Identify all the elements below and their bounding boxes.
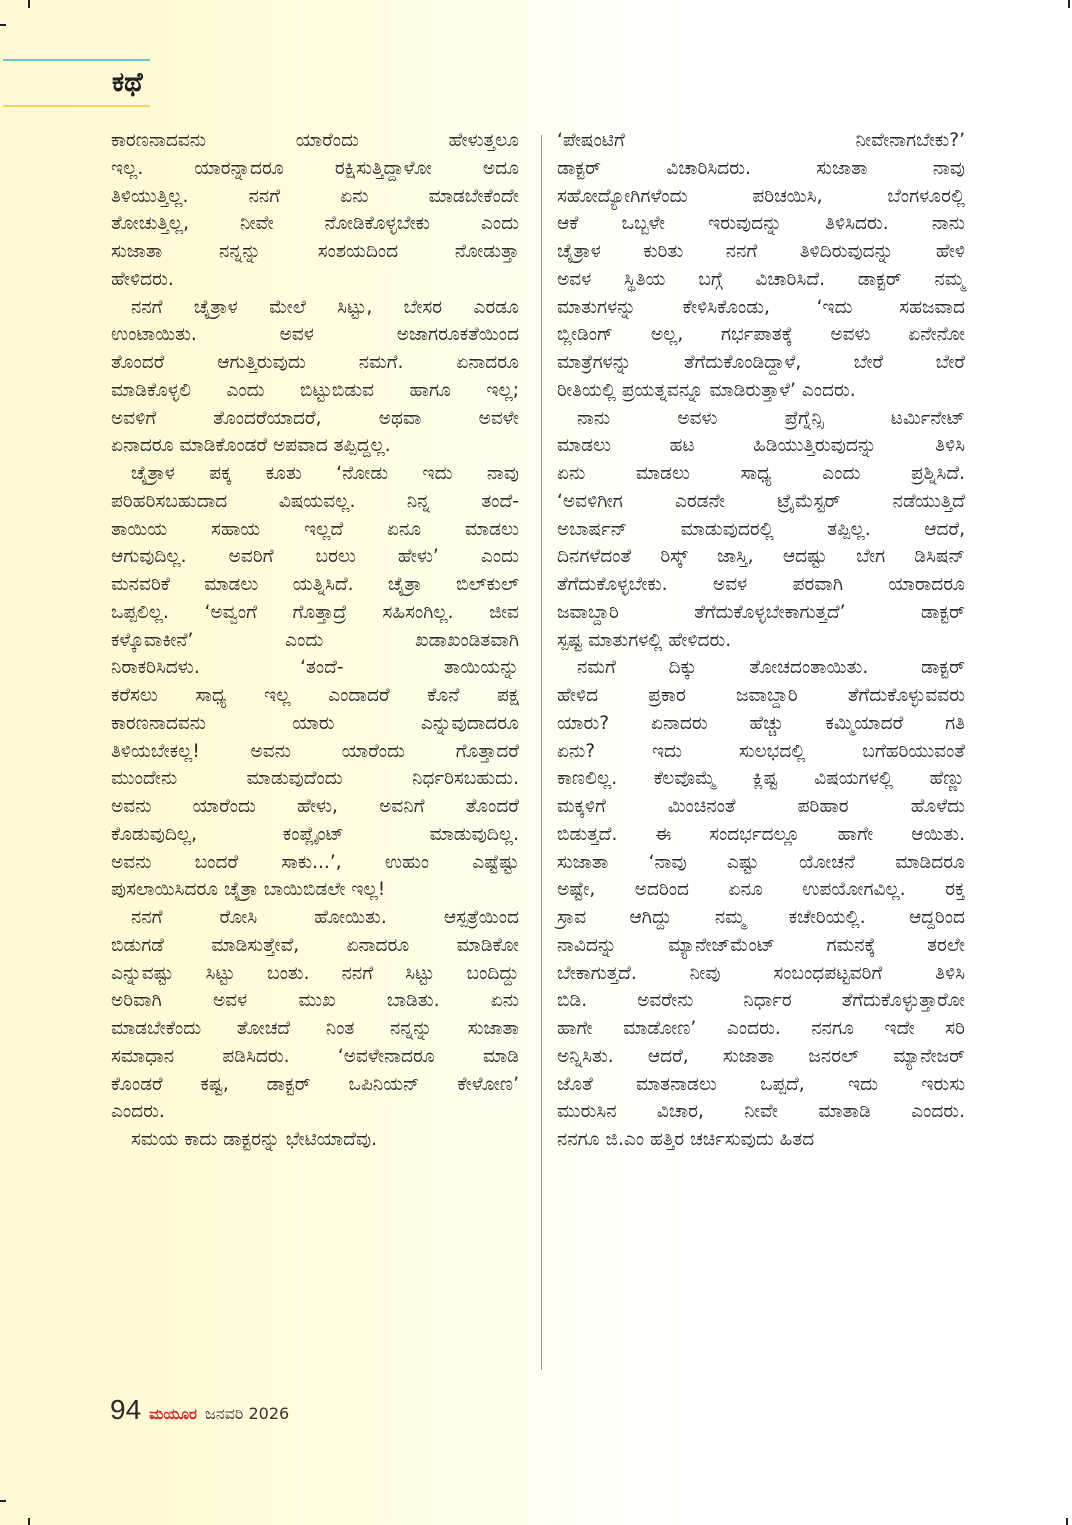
text-line: ಮನವರಿಕೆ ಮಾಡಲು ಯತ್ನಿಸಿದೆ. ಚೈತ್ರಾ ಬಿಲ್‌ಕುಲ್	[111, 574, 519, 595]
text-line: ನಮಗೆ ದಿಕ್ಕು ತೋಚದಂತಾಯಿತು. ಡಾಕ್ಟರ್	[577, 657, 965, 679]
text-line: ಬ್ಲೀಡಿಂಗ್ ಅಲ್ಲ, ಗರ್ಭಪಾತಕ್ಕೆ ಅವಳು ಏನೇನೋ	[557, 324, 965, 346]
text-line: ಬಿಡಿ. ಅವರೇನು ನಿರ್ಧಾರ ತೆಗೆದುಕೊಳ್ಳುತ್ತಾರೋ	[557, 990, 965, 1012]
text-line: ಒಪ್ಪಲಿಲ್ಲ. ‘ಅವ್ವಂಗೆ ಗೊತ್ತಾದ್ರೆ ಸಹಿಸಂಗಿಲ್ಲ. ಜೀವ	[111, 601, 519, 623]
issue-date: ಜನವರಿ 2026	[205, 1404, 290, 1423]
article-paragraph	[557, 405, 965, 655]
section-rule-top	[3, 59, 150, 61]
text-line: ಮಾಡಬೇಕೆಂದು ತೋಚದೆ ನಿಂತ ನನ್ನನ್ನು ಸುಜಾತಾ	[111, 1018, 519, 1039]
text-line: ಅಬಾರ್ಷನ್ ಮಾಡುವುದರಲ್ಲಿ ತಪ್ಪಿಲ್ಲ. ಆದರೆ,	[557, 518, 965, 540]
text-line: ಸುಜಾತಾ ನನ್ನನ್ನು ಸಂಶಯದಿಂದ ನೋಡುತ್ತಾ	[111, 241, 519, 262]
text-line: ಇಲ್ಲ. ಯಾರನ್ನಾದರೂ ರಕ್ಷಿಸುತ್ತಿದ್ದಾಳೋ ಅದೂ	[111, 157, 519, 179]
article-paragraph	[111, 460, 519, 904]
text-line: ಸಹೋದ್ಯೋಗಿಗಳೆಂದು ಪರಿಚಯಿಸಿ, ಬೆಂಗಳೂರಲ್ಲಿ	[557, 185, 965, 207]
text-line: ಮಾತ್ರೆಗಳನ್ನು ತೆಗೆದುಕೊಂಡಿದ್ದಾಳೆ, ಬೇರೆ ಬೇರೆ	[557, 352, 965, 373]
text-line: ಅಷ್ಟೇ, ಅದರಿಂದ ಏನೂ ಉಪಯೋಗವಿಲ್ಲ. ರಕ್ತ	[557, 879, 965, 901]
column-divider	[541, 135, 542, 1370]
text-line: ಯಾರು? ಏನಾದರು ಹೆಚ್ಚು ಕಮ್ಮಿಯಾದರೆ ಗತಿ	[557, 712, 965, 734]
text-line: ಅವನು ಯಾರೆಂದು ಹೇಳು, ಅವನಿಗೆ ತೊಂದರೆ	[111, 796, 519, 817]
text-line: ಉಂಟಾಯಿತು. ಅವಳ ಅಜಾಗರೂಕತೆಯಿಂದ	[111, 324, 519, 346]
text-line: ಮುರುಸಿನ ವಿಚಾರ, ನೀವೇ ಮಾತಾಡಿ ಎಂದರು.	[557, 1101, 965, 1123]
text-line: ಕಾಣಲಿಲ್ಲ. ಕೆಲವೊಮ್ಮೆ ಕ್ಲಿಷ್ಟ ವಿಷಯಗಳಲ್ಲಿ ಹೆಣ್ಣು	[557, 768, 965, 790]
article-paragraph	[111, 904, 519, 1126]
text-line: ನನಗೂ ಜಿ.ಎಂ ಹತ್ತಿರ ಚರ್ಚಿಸುವುದು ಹಿತದ	[557, 1129, 815, 1150]
text-line: ತಾಯಿಯ ಸಹಾಯ ಇಲ್ಲದೆ ಏನೂ ಮಾಡಲು	[111, 518, 519, 540]
text-line: ಚೈತ್ರಾಳ ಕುರಿತು ನನಗೆ ತಿಳಿದಿರುವುದನ್ನು ಹೇಳಿ	[557, 241, 965, 262]
text-line: ಕರೆಸಲು ಸಾಧ್ಯ ಇಲ್ಲ ಎಂದಾದರೆ ಕೊನೆ ಪಕ್ಷ	[111, 685, 519, 706]
text-line: ನನಗೆ ರೋಸಿ ಹೋಯಿತು. ಆಸ್ಪತ್ರೆಯಿಂದ	[131, 907, 519, 928]
text-line: ಪರಿಹರಿಸಬಹುದಾದ ವಿಷಯವಲ್ಲ. ನಿನ್ನ ತಂದೆ-	[111, 490, 519, 512]
text-line: ಮಕ್ಕಳಿಗೆ ಮಿಂಚಿನಂತೆ ಪರಿಹಾರ ಹೊಳೆದು	[557, 796, 965, 817]
text-line: ಸುಜಾತಾ ‘ನಾವು ಎಷ್ಟು ಯೋಚನೆ ಮಾಡಿದರೂ	[557, 851, 965, 873]
article-paragraph	[557, 654, 965, 1154]
crop-mark	[28, 0, 30, 8]
text-line: ಕಾರಣನಾದವನು ಯಾರೆಂದು ಹೇಳುತ್ತಲೂ	[111, 130, 519, 151]
text-line: ನಾವಿದನ್ನು ಮ್ಯಾನೇಜ್‌ಮೆಂಟ್ ಗಮನಕ್ಕೆ ತರಲೇ	[557, 934, 965, 956]
text-line: ಕಳ್ಕೊವಾಕೀನೆ’ ಎಂದು ಖಡಾಖಂಡಿತವಾಗಿ	[111, 629, 519, 651]
text-line: ಜೊತೆ ಮಾತನಾಡಲು ಒಪ್ಪದೆ, ಇದು ಇರುಸು	[557, 1073, 965, 1095]
text-line: ತಿಳಿಯುತ್ತಿಲ್ಲ. ನನಗೆ ಏನು ಮಾಡಬೇಕೆಂದೇ	[111, 185, 519, 207]
text-line: ಬಿಡುಗಡೆ ಮಾಡಿಸುತ್ತೇವೆ, ಏನಾದರೂ ಮಾಡಿಕೋ	[111, 934, 519, 956]
page-footer	[110, 1394, 289, 1426]
text-line: ಹಾಗೇ ಮಾಡೋಣ’ ಎಂದರು. ನನಗೂ ಇದೇ ಸರಿ	[557, 1018, 965, 1039]
text-line: ಏನಾದರೂ ಮಾಡಿಕೊಂಡರೆ ಅಪವಾದ ತಪ್ಪಿದ್ದಲ್ಲ.	[111, 435, 391, 457]
text-line: ಅವಳಿಗೆ ತೊಂದರೆಯಾದರೆ, ಅಥವಾ ಅವಳೇ	[111, 407, 519, 429]
article-paragraph	[111, 294, 519, 461]
text-line: ಆಕೆ ಒಬ್ಬಳೇ ಇರುವುದನ್ನು ತಿಳಿಸಿದರು. ನಾನು	[557, 213, 965, 235]
text-line: ಸ್ಪಷ್ಟ ಮಾತುಗಳಲ್ಲಿ ಹೇಳಿದರು.	[557, 629, 732, 651]
crop-mark	[28, 1518, 30, 1525]
magazine-logo: ಮಯೂರ	[149, 1405, 197, 1423]
text-line: ಚೈತ್ರಾಳ ಪಕ್ಕ ಕೂತು ‘ನೋಡು ಇದು ನಾವು	[131, 463, 519, 484]
text-line: ಜವಾಬ್ದಾರಿ ತೆಗೆದುಕೊಳ್ಳಬೇಕಾಗುತ್ತದೆ’ ಡಾಕ್ಟರ್	[557, 601, 965, 623]
text-line: ಮಾಡಿಕೊಳ್ಳಲಿ ಎಂದು ಬಿಟ್ಟುಬಿಡುವ ಹಾಗೂ ಇಲ್ಲ;	[111, 379, 519, 401]
text-line: ಏನು ಮಾಡಲು ಸಾಧ್ಯ ಎಂದು ಪ್ರಶ್ನಿಸಿದೆ.	[557, 463, 965, 484]
text-line: ತಿಳಿಯಬೇಕಲ್ಲ! ಅವನು ಯಾರೆಂದು ಗೊತ್ತಾದರೆ	[111, 740, 519, 762]
text-line: ಅವಳ ಸ್ಥಿತಿಯ ಬಗ್ಗೆ ವಿಚಾರಿಸಿದೆ. ಡಾಕ್ಟರ್ ನಮ್ಮ	[557, 268, 965, 290]
article-paragraph	[557, 127, 965, 405]
article-paragraph	[111, 127, 519, 294]
text-line: ತೆಗೆದುಕೊಳ್ಳಬೇಕು. ಅವಳ ಪರವಾಗಿ ಯಾರಾದರೂ	[557, 574, 965, 595]
text-line: ಮಾತುಗಳನ್ನು ಕೇಳಿಸಿಕೊಂಡು, ‘ಇದು ಸಹಜವಾದ	[557, 296, 965, 318]
text-line: ಬಿಡುತ್ತದೆ. ಈ ಸಂದರ್ಭದಲ್ಲೂ ಹಾಗೇ ಆಯಿತು.	[557, 823, 965, 845]
text-line: ಮಾಡಲು ಹಟ ಹಿಡಿಯುತ್ತಿರುವುದನ್ನು ತಿಳಿಸಿ	[557, 435, 965, 457]
text-line: ಕೊಂಡರೆ ಕಷ್ಟ, ಡಾಕ್ಟರ್ ಒಪಿನಿಯನ್ ಕೇಳೋಣ’	[111, 1073, 519, 1095]
text-line: ಅವನು ಬಂದರೆ ಸಾಕು...’, ಉಹುಂ ಎಷ್ಟೆಷ್ಟು	[111, 851, 519, 873]
section-rule-bottom	[3, 105, 150, 107]
page-number: 94	[110, 1394, 142, 1425]
text-line: ಅರಿವಾಗಿ ಅವಳ ಮುಖ ಬಾಡಿತು. ಏನು	[111, 990, 519, 1012]
text-line: ತೋಚುತ್ತಿಲ್ಲ, ನೀವೇ ನೋಡಿಕೊಳ್ಳಬೇಕು ಎಂದು	[111, 213, 519, 235]
text-line: ನಾನು ಅವಳು ಪ್ರೆಗ್ನೆನ್ಸಿ ಟರ್ಮಿನೇಟ್	[577, 407, 965, 429]
crop-mark	[1068, 0, 1070, 8]
text-line: ಪುಸಲಾಯಿಸಿದರೂ ಚೈತ್ರಾ ಬಾಯಿಬಿಡಲೇ ಇಲ್ಲ!	[111, 879, 386, 901]
text-line: ನನಗೆ ಚೈತ್ರಾಳ ಮೇಲೆ ಸಿಟ್ಟು, ಬೇಸರ ಎರಡೂ	[131, 296, 519, 318]
text-line: ಡಾಕ್ಟರ್ ವಿಚಾರಿಸಿದರು. ಸುಜಾತಾ ನಾವು	[557, 157, 965, 179]
text-line: ರೀತಿಯಲ್ಲಿ ಪ್ರಯತ್ನವನ್ನೂ ಮಾಡಿರುತ್ತಾಳೆ’ ಎಂದರು.	[557, 379, 856, 401]
text-line: ನಿರಾಕರಿಸಿದಳು. ‘ತಂದೆ- ತಾಯಿಯನ್ನು	[111, 657, 519, 679]
crop-mark	[0, 24, 6, 26]
right-column	[557, 127, 965, 1154]
text-line: ಹೇಳಿದರು.	[111, 268, 174, 290]
text-line: ಎನ್ನುವಷ್ಟು ಸಿಟ್ಟು ಬಂತು. ನನಗೆ ಸಿಟ್ಟು ಬಂದಿದ್ದು	[111, 962, 519, 984]
text-line: ಕೊಡುವುದಿಲ್ಲ, ಕಂಪ್ಲೈಂಟ್ ಮಾಡುವುದಿಲ್ಲ.	[111, 823, 519, 845]
text-line: ‘ಅವಳಿಗೀಗ ಎರಡನೇ ಟ್ರೈಮೆಸ್ಟರ್ ನಡೆಯುತ್ತಿದೆ	[557, 490, 965, 512]
text-line: ಏನು? ಇದು ಸುಲಭದಲ್ಲಿ ಬಗೆಹರಿಯುವಂತೆ	[557, 740, 965, 762]
crop-mark	[1066, 1518, 1068, 1525]
left-column	[111, 127, 519, 1154]
text-line: ಮುಂದೇನು ಮಾಡುವುದೆಂದು ನಿರ್ಧರಿಸಬಹುದು.	[111, 768, 519, 790]
text-line: ದಿನಗಳೆದಂತೆ ರಿಸ್ಕ್ ಜಾಸ್ತಿ, ಆದಷ್ಟು ಬೇಗ ಡಿಸಿಷನ್	[557, 546, 965, 568]
text-line: ಅನ್ನಿಸಿತು. ಆದರೆ, ಸುಜಾತಾ ಜನರಲ್ ಮ್ಯಾನೇಜರ್	[557, 1045, 965, 1067]
section-title: ಕಥೆ	[112, 67, 143, 98]
crop-mark	[0, 1500, 6, 1502]
text-line: ಬೇಕಾಗುತ್ತದೆ. ನೀವು ಸಂಬಂಧಪಟ್ಟವರಿಗೆ ತಿಳಿಸಿ	[557, 962, 965, 984]
text-line: ಸಮಯ ಕಾದು ಡಾಕ್ಟರನ್ನು ಭೇಟಿಯಾದೆವು.	[131, 1129, 378, 1150]
text-line: ತೊಂದರೆ ಆಗುತ್ತಿರುವುದು ನಮಗೆ. ಏನಾದರೂ	[111, 352, 519, 373]
article-paragraph	[111, 1126, 519, 1154]
text-line: ಆಗುವುದಿಲ್ಲ. ಅವರಿಗೆ ಬರಲು ಹೇಳು’ ಎಂದು	[111, 546, 519, 568]
text-line: ಸಮಾಧಾನ ಪಡಿಸಿದರು. ‘ಅವಳೇನಾದರೂ ಮಾಡಿ	[111, 1045, 519, 1067]
text-line: ಎಂದರು.	[111, 1101, 165, 1123]
text-line: ‘ಪೇಷಂಟಿಗೆ ನೀವೇನಾಗಬೇಕು?’	[557, 130, 965, 151]
text-line: ಹೇಳಿದ ಪ್ರಕಾರ ಜವಾಬ್ದಾರಿ ತೆಗೆದುಕೊಳ್ಳುವವರು	[557, 685, 965, 706]
text-line: ಕಾರಣನಾದವನು ಯಾರು ಎನ್ನುವುದಾದರೂ	[111, 712, 519, 734]
text-line: ಸ್ರಾವ ಆಗಿದ್ದು ನಮ್ಮ ಕಚೇರಿಯಲ್ಲಿ. ಆದ್ದರಿಂದ	[557, 907, 965, 928]
